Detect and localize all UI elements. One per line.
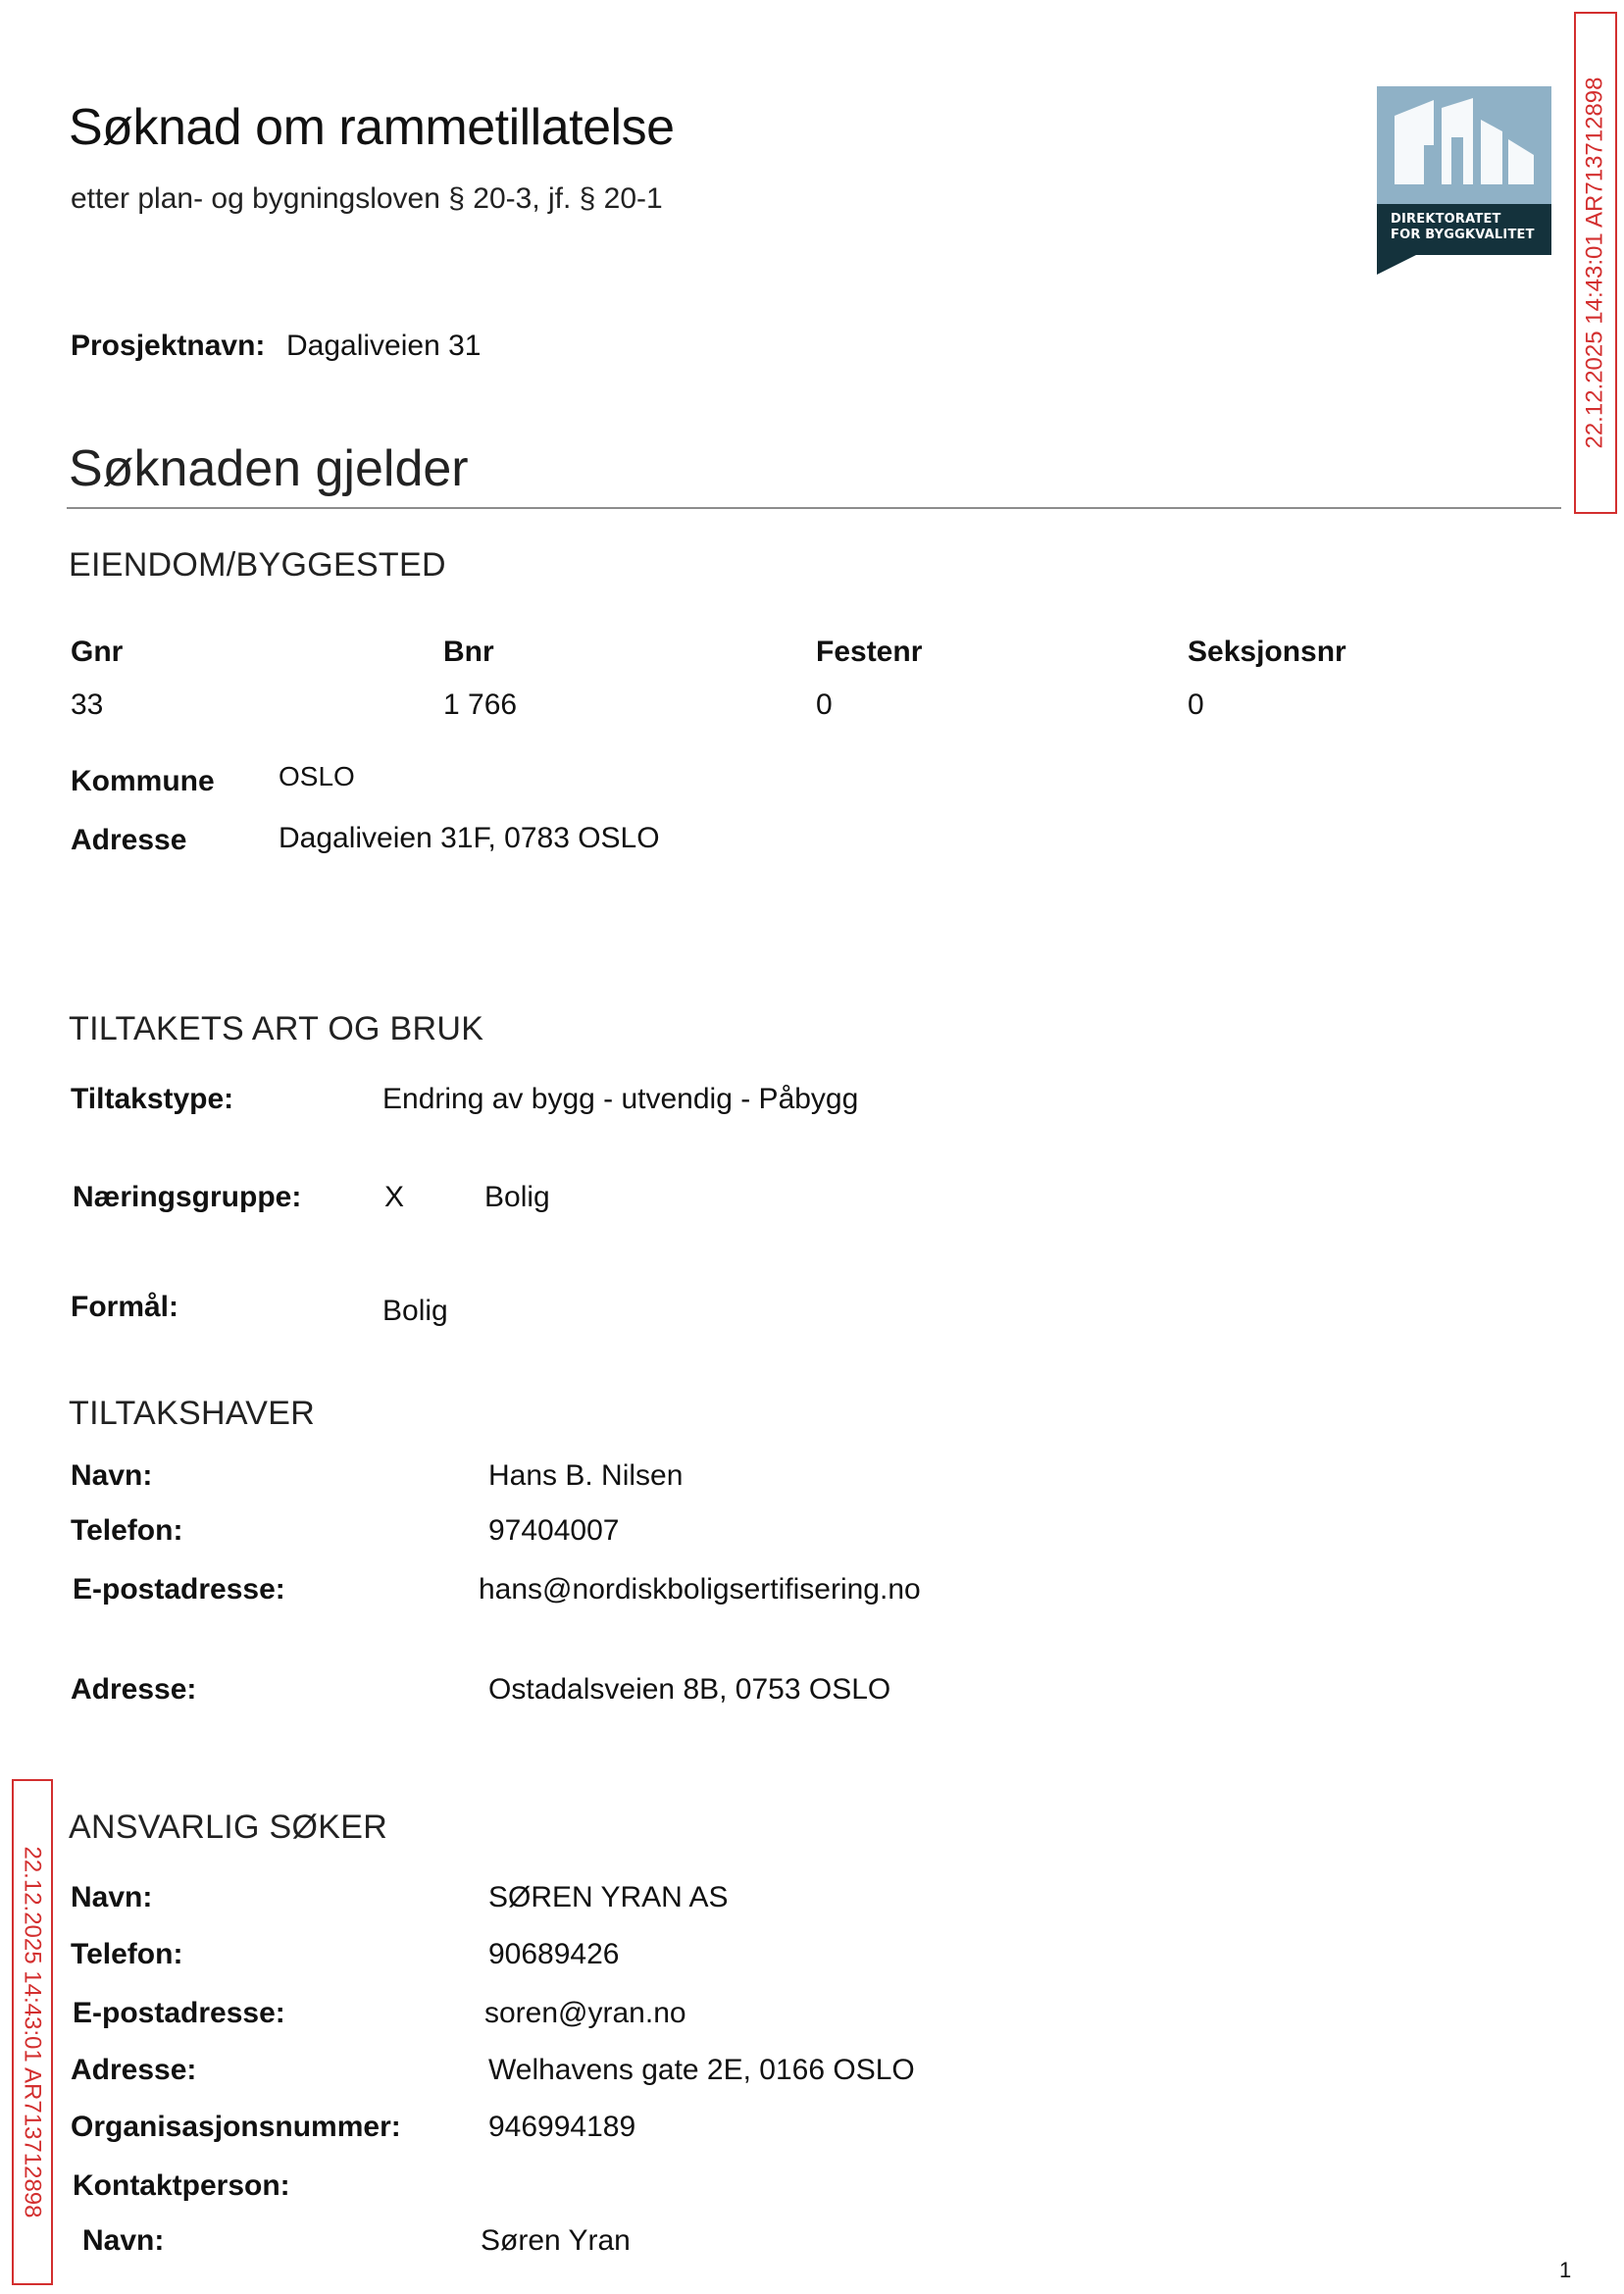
stamp-text: 22.12.2025 14:43:01 AR713712898 bbox=[20, 1846, 46, 2218]
building-icon bbox=[1377, 86, 1551, 204]
tiltak-heading: TILTAKETS ART OG BRUK bbox=[69, 1010, 484, 1047]
dibk-logo bbox=[1377, 86, 1551, 275]
tiltakstype-value: Endring av bygg - utvendig - Påbygg bbox=[382, 1083, 859, 1115]
logo-graphic bbox=[1377, 86, 1551, 204]
naeringsgruppe-label: Næringsgruppe: bbox=[73, 1181, 302, 1213]
tiltakstype-label: Tiltakstype: bbox=[71, 1083, 234, 1115]
ansvarlig-telefon-label: Telefon: bbox=[71, 1938, 183, 1970]
ansvarlig-heading: ANSVARLIG SØKER bbox=[69, 1809, 388, 1846]
logo-text: DIREKTORATET FOR BYGGKVALITET bbox=[1391, 212, 1535, 242]
tiltakshaver-navn-value: Hans B. Nilsen bbox=[488, 1459, 684, 1492]
section-heading-soknaden: Søknaden gjelder bbox=[69, 440, 469, 497]
document-subtitle: etter plan- og bygningsloven § 20-3, jf. § 20-1 bbox=[71, 182, 663, 215]
formal-value: Bolig bbox=[382, 1295, 448, 1327]
bnr-label: Bnr bbox=[443, 636, 494, 668]
ansvarlig-epost-value: soren@yran.no bbox=[484, 1997, 686, 2029]
kontaktperson-label: Kontaktperson: bbox=[73, 2169, 290, 2202]
ansvarlig-telefon-value: 90689426 bbox=[488, 1938, 620, 1970]
timestamp-stamp-bottom bbox=[12, 1779, 53, 2285]
tiltakshaver-telefon-label: Telefon: bbox=[71, 1514, 183, 1547]
tiltakshaver-heading: TILTAKSHAVER bbox=[69, 1395, 316, 1432]
kontaktperson-navn-value: Søren Yran bbox=[481, 2224, 631, 2257]
naeringsgruppe-value: Bolig bbox=[484, 1181, 550, 1213]
ansvarlig-navn-value: SØREN YRAN AS bbox=[488, 1881, 729, 1913]
kontaktperson-navn-label: Navn: bbox=[82, 2224, 165, 2257]
naeringsgruppe-code: X bbox=[384, 1181, 405, 1213]
tiltakshaver-epost-value: hans@nordiskboligsertifisering.no bbox=[479, 1573, 921, 1606]
festenr-value: 0 bbox=[816, 688, 833, 721]
seksjonsnr-value: 0 bbox=[1188, 688, 1204, 721]
formal-label: Formål: bbox=[71, 1291, 179, 1323]
divider bbox=[67, 507, 1561, 509]
project-label: Prosjektnavn: bbox=[71, 330, 266, 362]
gnr-label: Gnr bbox=[71, 636, 124, 668]
ansvarlig-orgnr-value: 946994189 bbox=[488, 2111, 636, 2143]
ansvarlig-navn-label: Navn: bbox=[71, 1881, 153, 1913]
ansvarlig-epost-label: E-postadresse: bbox=[73, 1997, 285, 2029]
ansvarlig-adresse-label: Adresse: bbox=[71, 2054, 197, 2086]
tiltakshaver-adresse-label: Adresse: bbox=[71, 1673, 197, 1706]
tiltakshaver-adresse-value: Ostadalsveien 8B, 0753 OSLO bbox=[488, 1673, 891, 1706]
kommune-label: Kommune bbox=[71, 765, 215, 797]
tiltakshaver-telefon-value: 97404007 bbox=[488, 1514, 620, 1547]
eiendom-heading: EIENDOM/BYGGESTED bbox=[69, 546, 446, 584]
seksjonsnr-label: Seksjonsnr bbox=[1188, 636, 1346, 668]
ansvarlig-orgnr-label: Organisasjonsnummer: bbox=[71, 2111, 401, 2143]
bnr-value: 1 766 bbox=[443, 688, 518, 721]
adresse-value: Dagaliveien 31F, 0783 OSLO bbox=[279, 822, 660, 854]
stamp-text: 22.12.2025 14:43:01 AR713712898 bbox=[1582, 76, 1608, 449]
project-value: Dagaliveien 31 bbox=[286, 330, 482, 362]
gnr-value: 33 bbox=[71, 688, 104, 721]
adresse-label: Adresse bbox=[71, 824, 187, 856]
tiltakshaver-navn-label: Navn: bbox=[71, 1459, 153, 1492]
timestamp-stamp-top bbox=[1574, 12, 1617, 514]
page-number: 1 bbox=[1559, 2258, 1572, 2282]
festenr-label: Festenr bbox=[816, 636, 923, 668]
tiltakshaver-epost-label: E-postadresse: bbox=[73, 1573, 285, 1606]
ansvarlig-adresse-value: Welhavens gate 2E, 0166 OSLO bbox=[488, 2054, 915, 2086]
kommune-value: OSLO bbox=[279, 761, 355, 791]
document-title: Søknad om rammetillatelse bbox=[69, 99, 675, 156]
